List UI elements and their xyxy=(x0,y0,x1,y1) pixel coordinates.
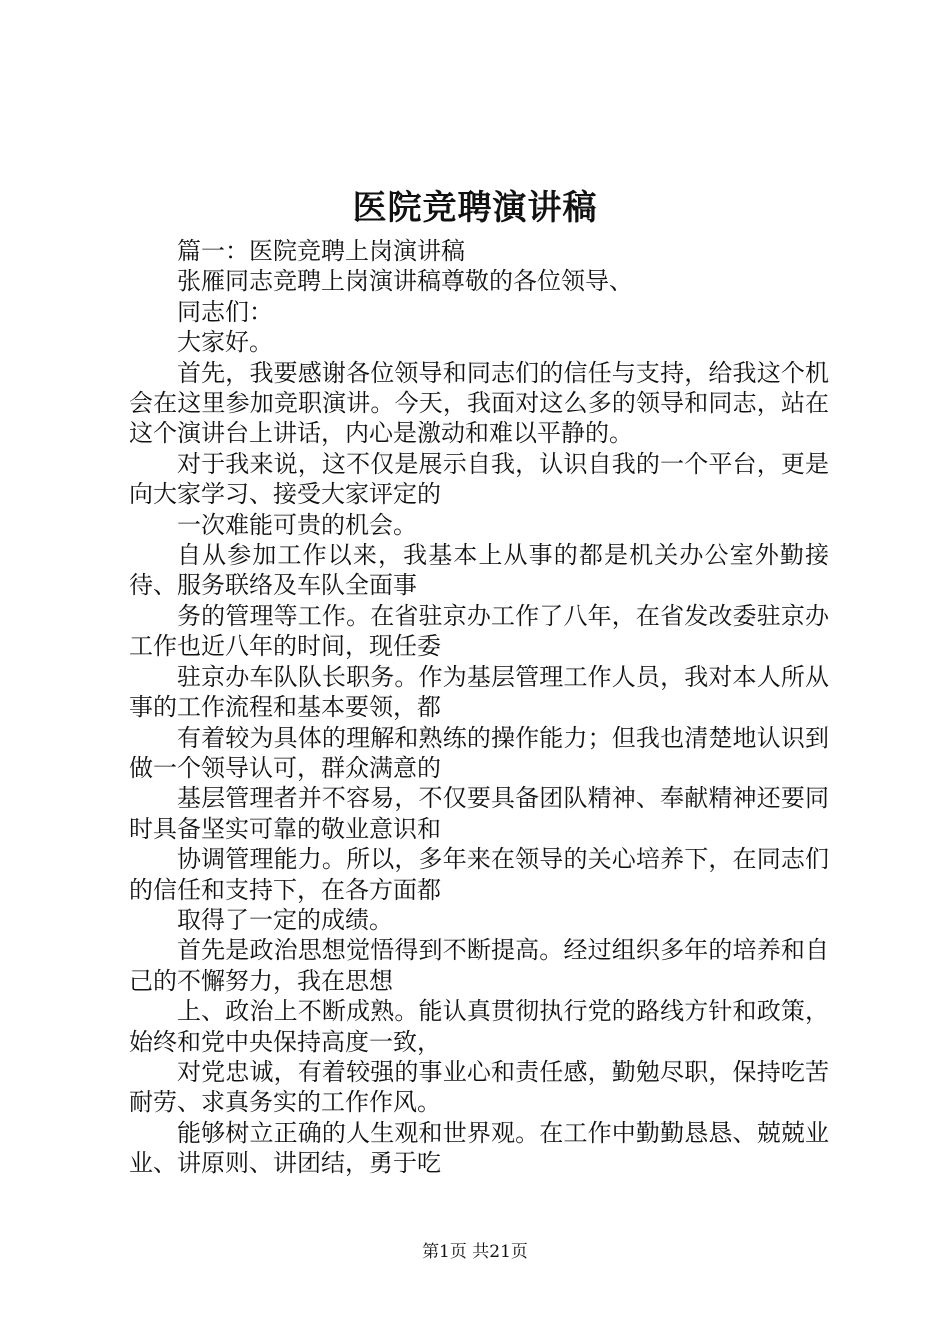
page-footer: 第1页 共21页 xyxy=(422,1242,528,1262)
paragraph: 有着较为具体的理解和熟练的操作能力；但我也清楚地认识到做一个领导认可，群众满意的 xyxy=(129,723,829,782)
paragraph: 驻京办车队队长职务。作为基层管理工作人员，我对本人所从事的工作流程和基本要领，都 xyxy=(129,662,829,722)
paragraph: 一次难能可贵的机会。 xyxy=(177,510,417,539)
paragraph: 首先，我要感谢各位领导和同志们的信任与支持，给我这个机会在这里参加竞职演讲。今天，我面对这么多的领导和同志，站在这个演讲台上讲话，内心是激动和难以平静的。 xyxy=(129,358,829,448)
paragraph: 首先是政治思想觉悟得到不断提高。经过组织多年的培养和自己的不懈努力，我在思想 xyxy=(129,936,829,995)
paragraph: 务的管理等工作。在省驻京办工作了八年，在省发改委驻京办工作也近八年的时间，现任委 xyxy=(129,601,829,661)
paragraph: 同志们： xyxy=(177,297,273,326)
paragraph: 张雁同志竞聘上岗演讲稿尊敬的各位领导、 xyxy=(177,267,633,296)
paragraph: 大家好。 xyxy=(177,328,273,357)
paragraph: 篇一：医院竞聘上岗演讲稿 xyxy=(177,237,465,265)
paragraph: 基层管理者并不容易，不仅要具备团队精神、奉献精神还要同时具备坚实可靠的敬业意识和 xyxy=(129,784,829,843)
paragraph: 对党忠诚，有着较强的事业心和责任感，勤勉尽职，保持吃苦耐劳、求真务实的工作作风。 xyxy=(129,1057,829,1117)
paragraph: 自从参加工作以来，我基本上从事的都是机关办公室外勤接待、服务联络及车队全面事 xyxy=(129,541,829,600)
paragraph: 对于我来说，这不仅是展示自我，认识自我的一个平台，更是向大家学习、接受大家评定的 xyxy=(129,449,829,509)
paragraph: 能够树立正确的人生观和世界观。在工作中勤勤恳恳、兢兢业业、讲原则、讲团结，勇于吃 xyxy=(129,1118,829,1178)
document-title: 医院竞聘演讲稿 xyxy=(352,188,598,228)
paragraph: 取得了一定的成绩。 xyxy=(177,905,393,934)
paragraph: 协调管理能力。所以，多年来在领导的关心培养下，在同志们的信任和支持下，在各方面都 xyxy=(129,845,829,904)
paragraph: 上、政治上不断成熟。能认真贯彻执行党的路线方针和政策，始终和党中央保持高度一致， xyxy=(129,997,829,1056)
document-body xyxy=(129,236,829,1179)
